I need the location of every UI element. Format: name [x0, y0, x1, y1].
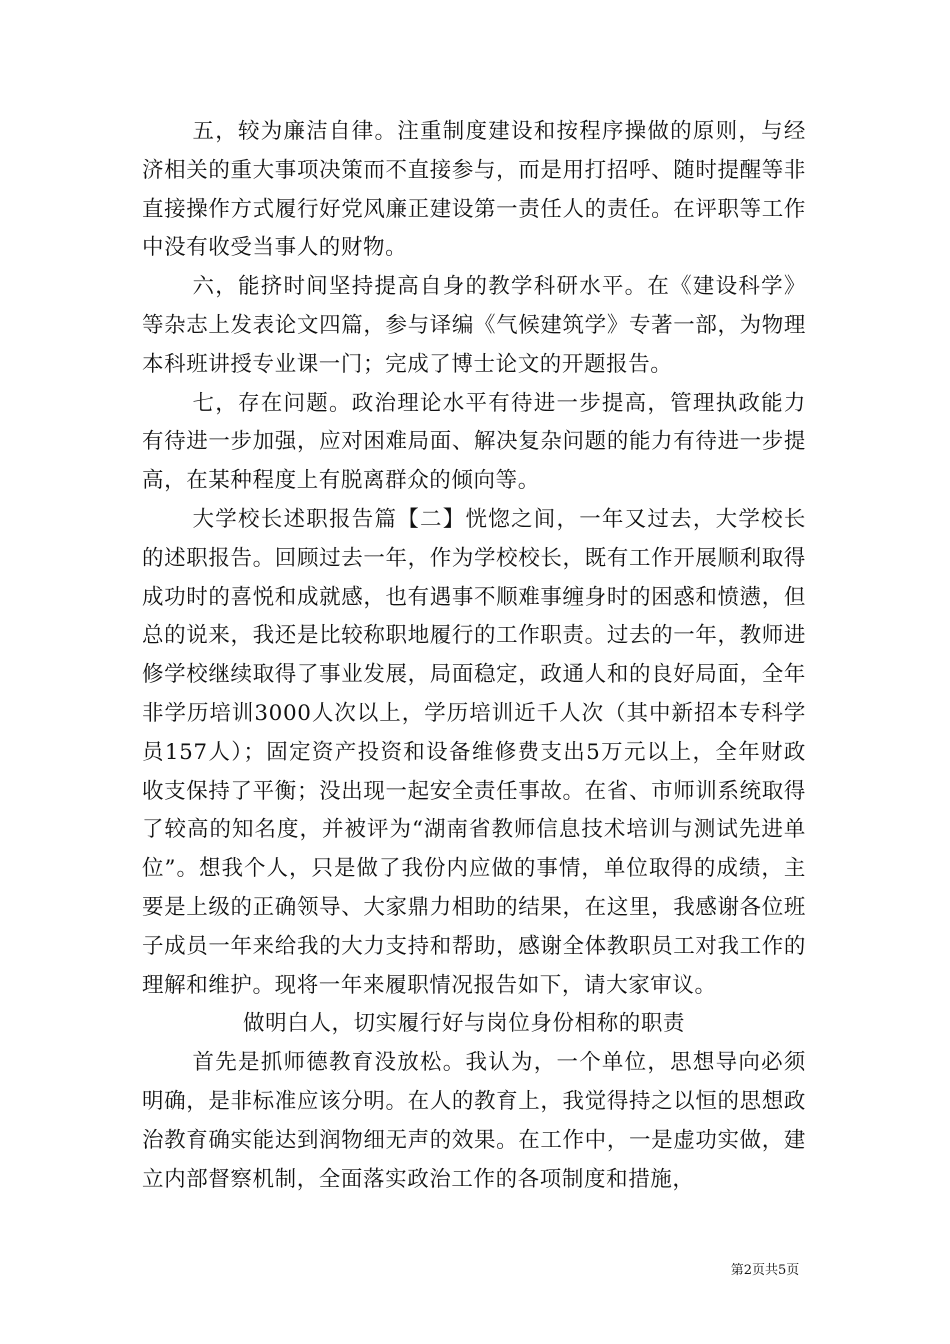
paragraph-report-two: 大学校长述职报告篇【二】恍惚之间，一年又过去，大学校长的述职报告。回顾过去一年，作为学校校长，既有工作开展顺利取得成功时的喜悦和成就感，也有遇事不顺难事缠身时的困惑和愤懑，但总的说来，我还是比较称职地履行的工作职责。过去的一年，教师进修学校继续取得了事业发展，局面稳定，政通人和的良好局面，全年非学历培训3000人次以上，学历培训近千人次（其中新招本专科学员157人）；固定资产投资和设备维修费支出5万元以上，全年财政收支保持了平衡；没出现一起安全责任事故。在省、市师训系统取得了较高的知名度，并被评为“湖南省教师信息技术培训与测试先进单位”。想我个人，只是做了我份内应做的事情，单位取得的成绩，主要是上级的正确领导、大家鼎力相助的结果，在这里，我感谢各位班子成员一年来给我的大力支持和帮助，感谢全体教职员工对我工作的理解和维护。现将一年来履职情况报告如下，请大家审议。 [142, 506, 806, 998]
paragraph-six: 六，能挤时间坚持提高自身的教学科研水平。在《建设科学》等杂志上发表论文四篇，参与译编《气候建筑学》专著一部，为物理本科班讲授专业课一门；完成了博士论文的开题报告。 [142, 274, 806, 377]
document-body [142, 113, 806, 1199]
section-heading: 做明白人，切实履行好与岗位身份相称的职责 [243, 1011, 686, 1037]
page-number: 第2页共5页 [730, 1263, 800, 1278]
paragraph-five: 五，较为廉洁自律。注重制度建设和按程序操做的原则，与经济相关的重大事项决策而不直接参与，而是用打招呼、随时提醒等非直接操作方式履行好党风廉正建设第一责任人的责任。在评职等工作中没有收受当事人的财物。 [142, 119, 806, 261]
paragraph-seven: 七，存在问题。政治理论水平有待进一步提高，管理执政能力有待进一步加强，应对困难局面、解决复杂问题的能力有待进一步提高，在某种程度上有脱离群众的倾向等。 [142, 390, 806, 494]
page-footer [0, 1263, 950, 1279]
paragraph-teacher-ethics: 首先是抓师德教育没放松。我认为，一个单位，思想导向必须明确，是非标准应该分明。在人的教育上，我觉得持之以恒的思想政治教育确实能达到润物细无声的效果。在工作中，一是虚功实做，建立内部督察机制，全面落实政治工作的各项制度和措施， [142, 1050, 806, 1192]
